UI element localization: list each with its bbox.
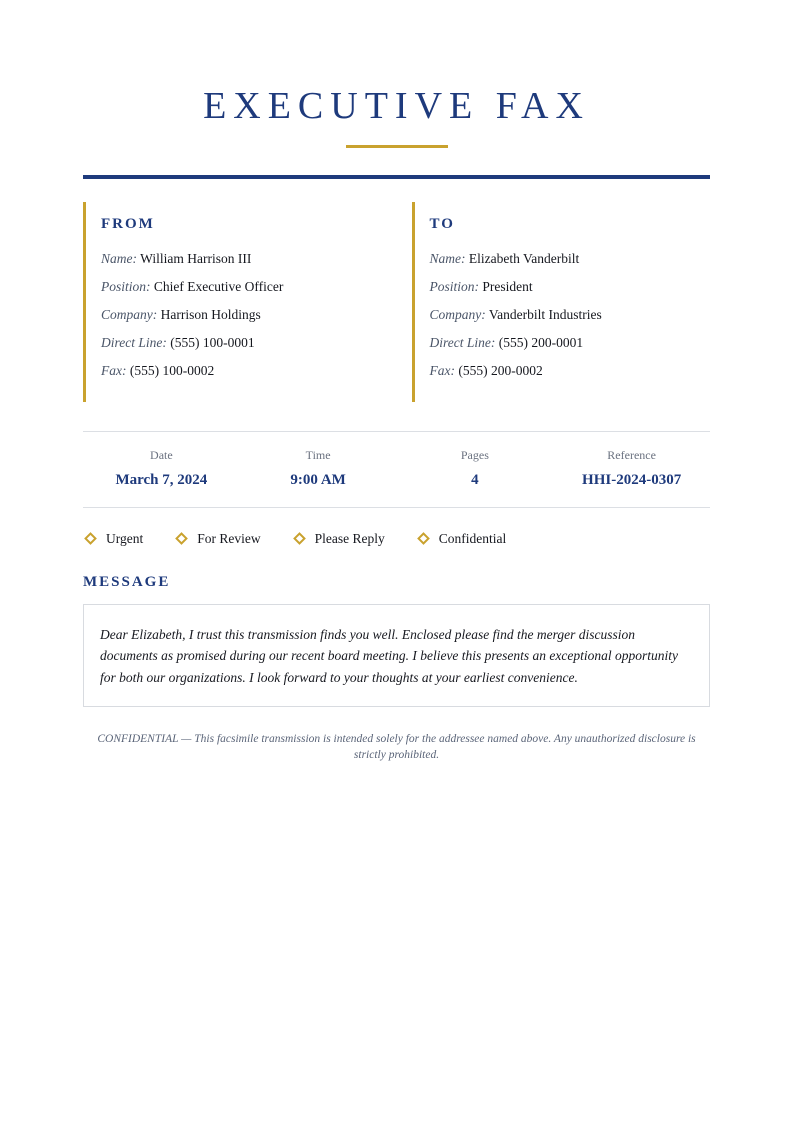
diamond-checkbox-icon — [293, 532, 306, 545]
from-name-value: William Harrison III — [140, 250, 252, 266]
title-gold-divider — [346, 145, 448, 148]
to-fax-value: (555) 200-0002 — [458, 362, 543, 378]
to-name-value: Elizabeth Vanderbilt — [468, 250, 580, 266]
meta-reference — [553, 448, 710, 489]
checkbox-row — [83, 531, 710, 547]
checkbox-confidential[interactable] — [416, 531, 507, 547]
from-company-label: Company: — [101, 306, 158, 322]
checkbox-confidential-label: Confidential — [438, 530, 507, 546]
from-position-label: Position: — [101, 278, 151, 294]
to-section — [412, 202, 711, 402]
from-position-value: Chief Executive Officer — [153, 278, 284, 294]
to-fax-row — [430, 363, 711, 378]
meta-pages — [397, 448, 554, 489]
message-heading: MESSAGE — [83, 573, 171, 590]
to-name-label: Name: — [429, 250, 466, 266]
to-direct-line-row — [430, 335, 711, 350]
to-direct-line-value: (555) 200-0001 — [498, 334, 584, 350]
from-heading: FROM — [101, 215, 155, 232]
meta-reference-label: Reference — [607, 447, 656, 462]
from-direct-line-label: Direct Line: — [101, 334, 167, 350]
from-name-label: Name: — [101, 250, 137, 266]
meta-strip — [83, 431, 710, 508]
from-direct-line-row — [101, 335, 382, 350]
meta-pages-value: 4 — [471, 471, 479, 488]
to-position-label: Position: — [429, 278, 479, 294]
meta-time-value: 9:00 AM — [290, 471, 346, 488]
from-position-row — [101, 279, 382, 294]
to-company-row — [430, 307, 711, 322]
meta-time — [240, 448, 397, 489]
diamond-checkbox-icon — [84, 532, 97, 545]
meta-date — [83, 448, 240, 489]
to-name-row — [430, 251, 711, 266]
from-direct-line-value: (555) 100-0001 — [170, 334, 255, 350]
to-heading: TO — [429, 215, 455, 232]
diamond-checkbox-icon — [417, 532, 430, 545]
to-position-value: President — [482, 278, 533, 294]
checkbox-please-reply-label: Please Reply — [314, 530, 385, 546]
meta-date-label: Date — [150, 447, 173, 462]
from-company-value: Harrison Holdings — [160, 306, 261, 322]
to-fax-label: Fax: — [429, 362, 455, 378]
checkbox-urgent-label: Urgent — [106, 530, 144, 546]
checkbox-for-review-label: For Review — [197, 530, 261, 546]
to-company-label: Company: — [429, 306, 486, 322]
to-direct-line-label: Direct Line: — [429, 334, 496, 350]
parties-section — [83, 202, 710, 402]
checkbox-please-reply[interactable] — [292, 531, 385, 547]
from-fax-value: (555) 100-0002 — [129, 362, 215, 378]
from-company-row — [101, 307, 382, 322]
checkbox-for-review[interactable] — [174, 531, 260, 547]
meta-time-label: Time — [305, 447, 331, 462]
meta-date-value: March 7, 2024 — [115, 471, 208, 488]
from-name-row — [101, 251, 382, 266]
diamond-checkbox-icon — [175, 532, 188, 545]
to-company-value: Vanderbilt Industries — [488, 306, 602, 322]
from-fax-label: Fax: — [101, 362, 127, 378]
message-box — [83, 604, 710, 708]
meta-pages-label: Pages — [460, 447, 489, 462]
to-position-row — [430, 279, 711, 294]
from-fax-row — [101, 363, 382, 378]
confidentiality-footer: CONFIDENTIAL — This facsimile transmission is intended solely for the addressee named above. Any unauthorized disclosure is strictly prohibited. — [97, 733, 696, 762]
message-body: Dear Elizabeth, I trust this transmission finds you well. Enclosed please find the merger discussion documents as promised during our recent board meeting. I believe this presents an exceptional opportunity for both our organizations. I look forward to your thoughts at your earliest convenience. — [100, 626, 679, 685]
checkbox-urgent[interactable] — [83, 531, 143, 547]
from-section — [83, 202, 382, 402]
page-title: EXECUTIVE FAX — [203, 85, 590, 127]
meta-reference-value: HHI-2024-0307 — [582, 471, 682, 488]
header-navy-rule — [83, 175, 710, 179]
